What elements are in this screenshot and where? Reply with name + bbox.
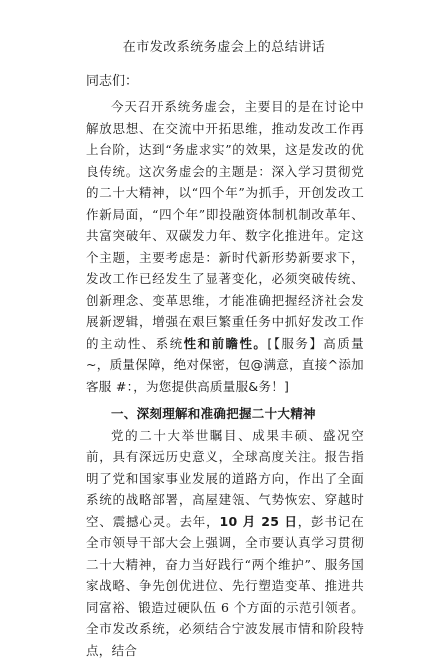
paragraph-intro-bold: 性和前瞻性。 — [184, 336, 268, 351]
paragraph-section-1 — [86, 425, 364, 661]
paragraph-section-1-date: 10 月 25 日 — [220, 514, 298, 529]
paragraph-section-1-text-b: ，彭书记在全市领导干部大会上强调，全市要认真学习贯彻二十大精神，奋力当好践行“两个维护”、服务国家战略、争先创优进位、先行塑造变革、推进共同富裕、锻造过硬队伍 6 个方面的示范引领者。全市发改系统，必须结合宁波发展市情和阶段特点，结合 — [86, 514, 364, 658]
section-heading-1: 一、深刻理解和准确把握二十大精神 — [86, 403, 364, 425]
greeting: 同志们： — [86, 70, 138, 89]
paragraph-intro — [86, 96, 364, 397]
paragraph-section-1-text-a: 党的二十大举世瞩目、成果丰硕、盛况空前，具有深远历史意义，全球高度关注。报告指明了党和国家事业发展的道路方向，作出了全面系统的战略部署，高屋建瓴、气势恢宏、穿越时空、震撼心灵。去年， — [86, 428, 364, 529]
document-body — [86, 96, 364, 661]
promo-text: [【服务】高质量~，质量保障，绝对保密，包@满意，直接^添加客服 #：，为您提供高质量服&务！] — [86, 336, 364, 394]
paragraph-intro-text: 今天召开系统务虚会，主要目的是在讨论中解放思想、在交流中开拓思维，推动发改工作再上台阶，达到“务虚求实”的效果，这是发改的优良传统。这次务虚会的主题是：深入学习贯彻党的二十大精神，以“四个年”为抓手，开创发改工作新局面，“四个年”即投融资体制机制改革年、共富突破年、双碳发力年、数字化推进年。定这个主题，主要考虑是：新时代新形势新要求下，发改工作已经发生了显著变化，必须突破传统、创新理念、变革思维，才能准确把握经济社会发展新逻辑，增强在艰巨繁重任务中抓好发改工作的主动性、系统 — [86, 99, 364, 351]
document-title: 在市发改系统务虚会上的总结讲话 — [0, 36, 448, 55]
